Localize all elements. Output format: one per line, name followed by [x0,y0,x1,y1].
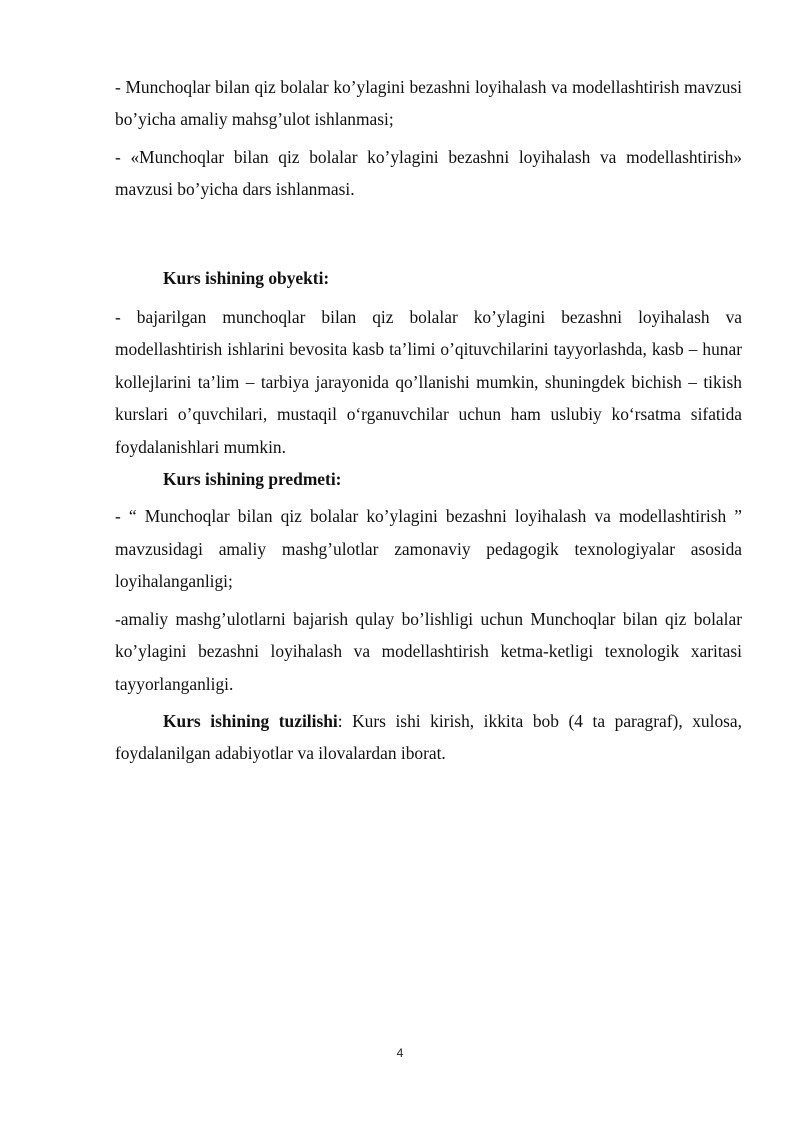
page-number: 4 [396,1046,404,1060]
paragraph-subject-item-2: -amaliy mashg’ulotlarni bajarish qulay bo’lishligi uchun Munchoqlar bilan qiz bolalar ko’ylagini bezashni loyihalash va modellashtirish ketma-ketligi texnologik xaritasi tayyorlanganligi. [115,608,742,694]
structure-text: : Kurs ishi kirish, ikkita bob (4 ta paragraf), xulosa, foydalanilgan adabiyotlar va ilovalardan iborat. [115,710,742,764]
heading-course-subject: Kurs ishining predmeti: [163,469,342,490]
paragraph-practical-development: - Munchoqlar bilan qiz bolalar ko’ylagini bezashni loyihalash va modellashtirish mavzusi bo’yicha amaliy mahsg’ulot ishlanmasi; [115,77,742,130]
paragraph-lesson-development: - «Munchoqlar bilan qiz bolalar ko’ylagini bezashni loyihalash va modellashtirish» mavzusi bo’yicha dars ishlanmasi. [115,146,742,200]
paragraph-course-object: - bajarilgan munchoqlar bilan qiz bolalar ko’ylagini bezashni loyihalash va modellashtirish ishlarini bevosita kasb ta’limi o’qituvchilarini tayyorlashda, kasb – hunar kollejlarini ta’lim – tarbiya jarayonida qo’llanishi mumkin, shuningdek bichish – tikish kurslari o’quvchilari, mustaqil o‘rganuvchilar uchun ham uslubiy ko‘rsatma sifatida foydalanishlari mumkin. [115,307,742,457]
paragraph-course-structure [115,705,742,770]
structure-label: Kurs ishining tuzilishi [163,710,338,731]
document-page [115,71,742,770]
paragraph-subject-item-1: - “ Munchoqlar bilan qiz bolalar ko’ylagini bezashni loyihalash va modellashtirish ” mavzusidagi amaliy mashg’ulotlar zamonaviy pedagogik texnologiyalar asosida loyihalanganligi; [115,506,742,592]
section-spacer [115,206,742,262]
heading-course-object: Kurs ishining obyekti: [163,267,330,288]
